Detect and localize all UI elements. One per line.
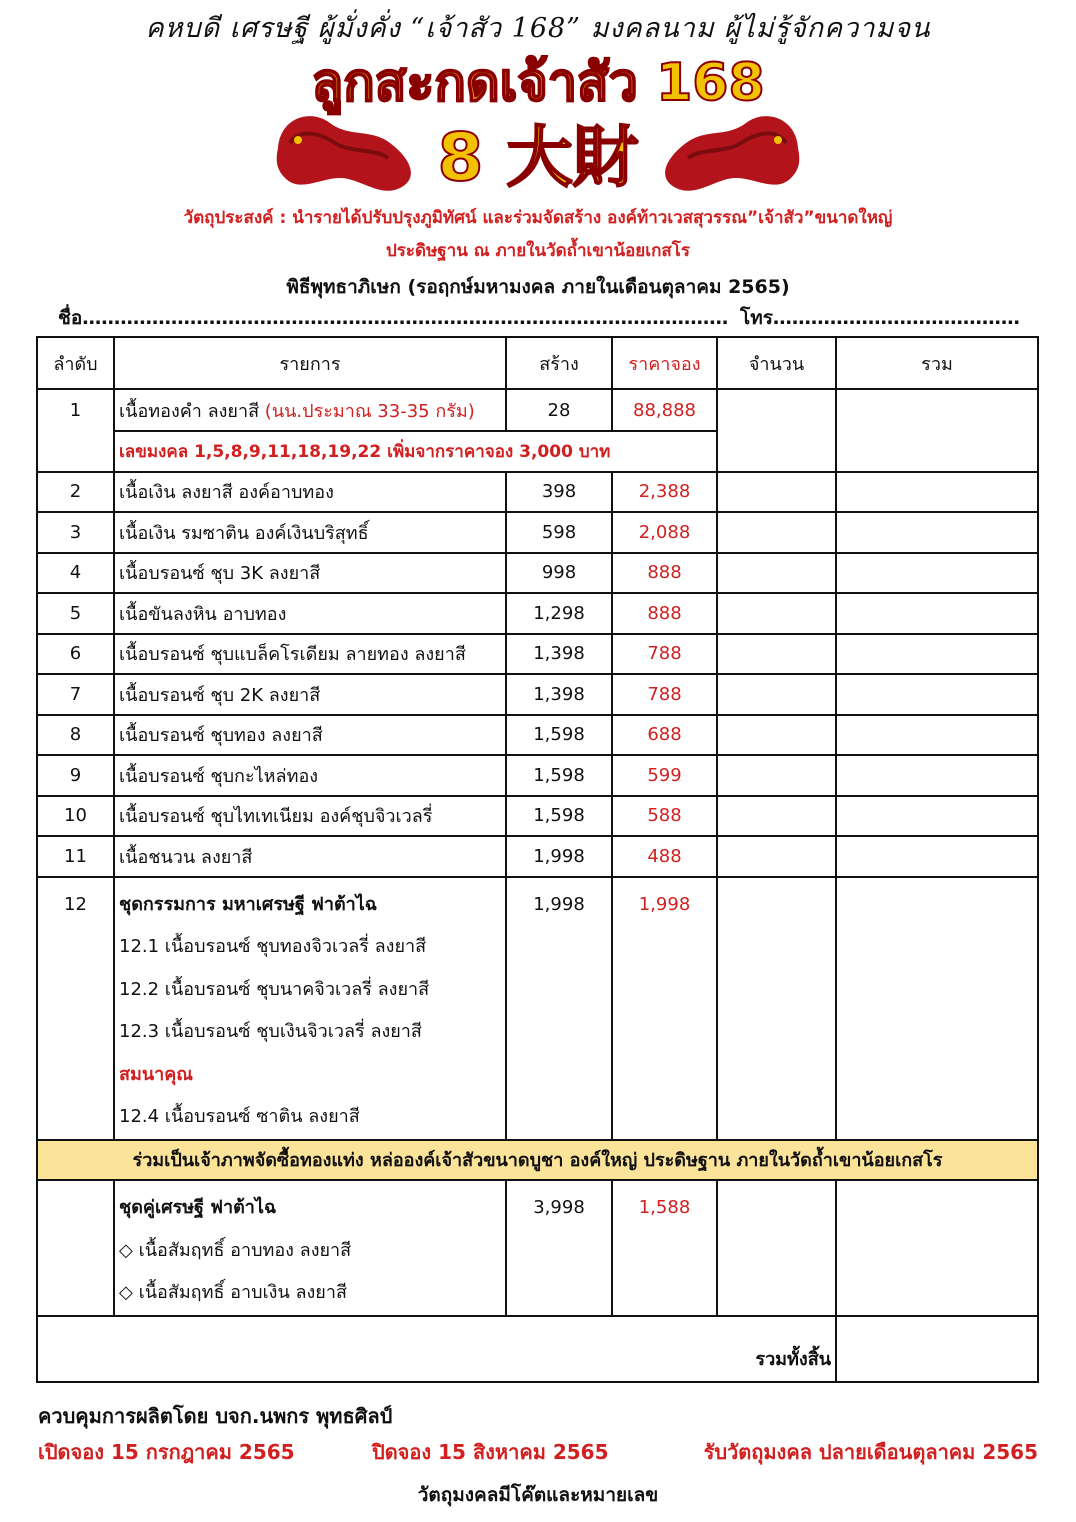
ceremony-title: พิธีพุทธาภิเษก (รอฤกษ์มหามงคล ภายในเดือนตุลาคม 2565) — [286, 276, 790, 298]
row-created: 1,398 — [506, 674, 612, 715]
row-qty-cell[interactable] — [717, 1180, 836, 1316]
row-price: 788 — [612, 674, 717, 715]
set-sub-item: 12.1 เนื้อบรอนซ์ ชุบทองจิวเวลรี่ ลงยาสี — [119, 936, 427, 957]
table-row — [37, 796, 1038, 837]
row-no: 11 — [37, 836, 114, 877]
row-qty-cell[interactable] — [717, 877, 836, 1140]
row-qty-cell[interactable] — [717, 836, 836, 877]
row-price: 599 — [612, 755, 717, 796]
row-total-cell[interactable] — [836, 674, 1038, 715]
row-created: 1,598 — [506, 755, 612, 796]
grand-total-cell[interactable] — [836, 1316, 1038, 1382]
row-price: 1,588 — [612, 1180, 717, 1316]
header-item: รายการ — [114, 337, 506, 389]
row-qty-cell[interactable] — [717, 634, 836, 675]
row-item — [114, 877, 506, 1140]
table-header-row — [37, 337, 1038, 389]
row-created: 28 — [506, 389, 612, 431]
logo — [270, 48, 806, 198]
row-item: เนื้อบรอนซ์ ชุบทอง ลงยาสี — [114, 715, 506, 756]
table-row-12 — [37, 877, 1038, 1140]
set-sub-item: 12.2 เนื้อบรอนซ์ ชุบนาคจิวเวลรี่ ลงยาสี — [119, 978, 430, 1000]
header-price: ราคาจอง — [612, 337, 717, 389]
row-item: เนื้อชนวน ลงยาสี — [114, 836, 506, 877]
set-title: ชุดกรรมการ มหาเศรษฐี ฟาต้าไฉ — [119, 893, 378, 915]
tel-field[interactable]: โทร………………………………… — [740, 307, 1020, 329]
row-created: 1,998 — [506, 877, 612, 1140]
set-sub-item: 12.3 เนื้อบรอนซ์ ชุบเงินจิวเวลรี่ ลงยาสี — [119, 1021, 422, 1042]
row-no: 12 — [37, 877, 114, 1140]
row-item: เนื้อบรอนซ์ ชุบ 3K ลงยาสี — [114, 553, 506, 594]
row-item — [114, 389, 506, 431]
header-created: สร้าง — [506, 337, 612, 389]
row-total-cell[interactable] — [836, 877, 1038, 1140]
row-total-cell[interactable] — [836, 755, 1038, 796]
row-qty-cell[interactable] — [717, 674, 836, 715]
row-no: 2 — [37, 472, 114, 513]
row-item: เนื้อบรอนซ์ ชุบไทเทเนียม องค์ชุบจิวเวลรี่ — [114, 796, 506, 837]
row-no: 4 — [37, 553, 114, 594]
row-item: เนื้อขันลงหิน อาบทอง — [114, 593, 506, 634]
row-price: 2,388 — [612, 472, 717, 513]
row-created: 1,298 — [506, 593, 612, 634]
row-item — [114, 1180, 506, 1316]
row-item: เนื้อบรอนซ์ ชุบ 2K ลงยาสี — [114, 674, 506, 715]
item-note: (นน.ประมาณ 33-35 กรัม) — [264, 400, 475, 422]
row-total-cell[interactable] — [836, 634, 1038, 675]
order-table — [36, 336, 1039, 1383]
table-row — [37, 593, 1038, 634]
row-price: 488 — [612, 836, 717, 877]
row-price: 888 — [612, 593, 717, 634]
table-row — [37, 472, 1038, 513]
set-sub-item: ◇ เนื้อสัมฤทธิ์ อาบเงิน ลงยาสี — [119, 1282, 347, 1303]
row-created: 1,398 — [506, 634, 612, 675]
row-no: 7 — [37, 674, 114, 715]
row-created: 1,598 — [506, 715, 612, 756]
table-row — [37, 553, 1038, 594]
row-price: 688 — [612, 715, 717, 756]
row-qty-cell[interactable] — [717, 389, 836, 472]
close-date: ปิดจอง 15 สิงหาคม 2565 — [372, 1440, 609, 1464]
table-row — [37, 715, 1038, 756]
open-date: เปิดจอง 15 กรกฎาคม 2565 — [38, 1440, 295, 1464]
row-created: 1,998 — [506, 836, 612, 877]
table-row — [37, 389, 1038, 431]
header-no: ลำดับ — [37, 337, 114, 389]
row-no: 9 — [37, 755, 114, 796]
row-total-cell[interactable] — [836, 836, 1038, 877]
name-tel-row — [58, 303, 1028, 333]
code-note: วัตถุมงคลมีโค๊ตและหมายเลข — [417, 1484, 659, 1506]
grand-total-label: รวมทั้งสิ้น — [37, 1316, 836, 1382]
row-total-cell[interactable] — [836, 796, 1038, 837]
row-item: เนื้อบรอนซ์ ชุบแบล็คโรเดียม ลายทอง ลงยาสี — [114, 634, 506, 675]
row-no — [37, 1180, 114, 1316]
sponsor-banner-row — [37, 1140, 1038, 1181]
row-price: 588 — [612, 796, 717, 837]
row-qty-cell[interactable] — [717, 512, 836, 553]
row-qty-cell[interactable] — [717, 553, 836, 594]
table-row — [37, 634, 1038, 675]
row-qty-cell[interactable] — [717, 715, 836, 756]
receive-date: รับวัตถุมงคล ปลายเดือนตุลาคม 2565 — [703, 1440, 1038, 1464]
name-field[interactable]: ชื่อ………………………………………………………………………………………… — [58, 307, 729, 329]
table-row — [37, 755, 1038, 796]
row-total-cell[interactable] — [836, 389, 1038, 472]
table-row-pair-set — [37, 1180, 1038, 1316]
table-row — [37, 836, 1038, 877]
row-created: 998 — [506, 553, 612, 594]
purpose-line-2: ประดิษฐาน ณ ภายในวัดถ้ำเขาน้อยเกสโร — [385, 241, 691, 261]
row-no: 8 — [37, 715, 114, 756]
grand-total-row — [37, 1316, 1038, 1382]
row-no: 1 — [37, 389, 114, 472]
sponsor-banner: ร่วมเป็นเจ้าภาพจัดซื้อทองแท่ง หล่อองค์เจ้าสัวขนาดบูชา องค์ใหญ่ ประดิษฐาน ภายในวัดถ้ำเขาน้อยเกสโร — [37, 1140, 1038, 1181]
bonus-label: สมนาคุณ — [119, 1063, 194, 1085]
row-total-cell[interactable] — [836, 472, 1038, 513]
row-price: 1,998 — [612, 877, 717, 1140]
producer-text: ควบคุมการผลิตโดย บจก.นพกร พุทธศิลป์ — [38, 1404, 393, 1428]
row-no: 3 — [37, 512, 114, 553]
row-created: 398 — [506, 472, 612, 513]
row-price: 888 — [612, 553, 717, 594]
header-total: รวม — [836, 337, 1038, 389]
row-total-cell[interactable] — [836, 512, 1038, 553]
row-qty-cell[interactable] — [717, 472, 836, 513]
set-sub-item: 12.4 เนื้อบรอนซ์ ซาติน ลงยาสี — [119, 1106, 360, 1127]
row-created: 598 — [506, 512, 612, 553]
row-price: 88,888 — [612, 389, 717, 431]
row-qty-cell[interactable] — [717, 796, 836, 837]
row-total-cell[interactable] — [836, 1180, 1038, 1316]
row-price: 788 — [612, 634, 717, 675]
row-no: 5 — [37, 593, 114, 634]
row-qty-cell[interactable] — [717, 593, 836, 634]
special-numbers-note: เลขมงคล 1,5,8,9,11,18,19,22 เพิ่มจากราคาจอง 3,000 บาท — [114, 431, 717, 472]
row-total-cell[interactable] — [836, 593, 1038, 634]
header-tagline: คหบดี เศรษฐี ผู้มั่งคั่ง “เจ้าสัว 168” มงคลนาม ผู้ไม่รู้จักความจน — [145, 13, 931, 44]
row-created: 3,998 — [506, 1180, 612, 1316]
dragon-left-icon — [277, 116, 411, 191]
row-created: 1,598 — [506, 796, 612, 837]
row-no: 6 — [37, 634, 114, 675]
row-total-cell[interactable] — [836, 715, 1038, 756]
table-row — [37, 512, 1038, 553]
row-price: 2,088 — [612, 512, 717, 553]
row-item: เนื้อเงิน ลงยาสี องค์อาบทอง — [114, 472, 506, 513]
logo-title: ลูกสะกดเจ้าสัว 168 — [311, 53, 765, 113]
header-qty: จำนวน — [717, 337, 836, 389]
set-title: ชุดคู่เศรษฐี ฟาต้าไฉ — [119, 1197, 277, 1218]
row-total-cell[interactable] — [836, 553, 1038, 594]
row-no: 10 — [37, 796, 114, 837]
dragon-right-icon — [665, 116, 799, 191]
row-qty-cell[interactable] — [717, 755, 836, 796]
purpose-line-1: วัตถุประสงค์ : นำรายได้ปรับปรุงภูมิทัศน์ และร่วมจัดสร้าง องค์ท้าวเวสสุวรรณ”เจ้าสัว”ขนาดใหญ่ — [183, 208, 893, 228]
item-name: เนื้อทองคำ ลงยาสี — [119, 400, 260, 422]
logo-subtitle: 8 大財 — [437, 119, 639, 196]
row-item: เนื้อเงิน รมซาติน องค์เงินบริสุทธิ์ — [114, 512, 506, 553]
set-sub-item: ◇ เนื้อสัมฤทธิ์ อาบทอง ลงยาสี — [119, 1239, 352, 1261]
row-item: เนื้อบรอนซ์ ชุบกะไหล่ทอง — [114, 755, 506, 796]
table-row — [37, 674, 1038, 715]
